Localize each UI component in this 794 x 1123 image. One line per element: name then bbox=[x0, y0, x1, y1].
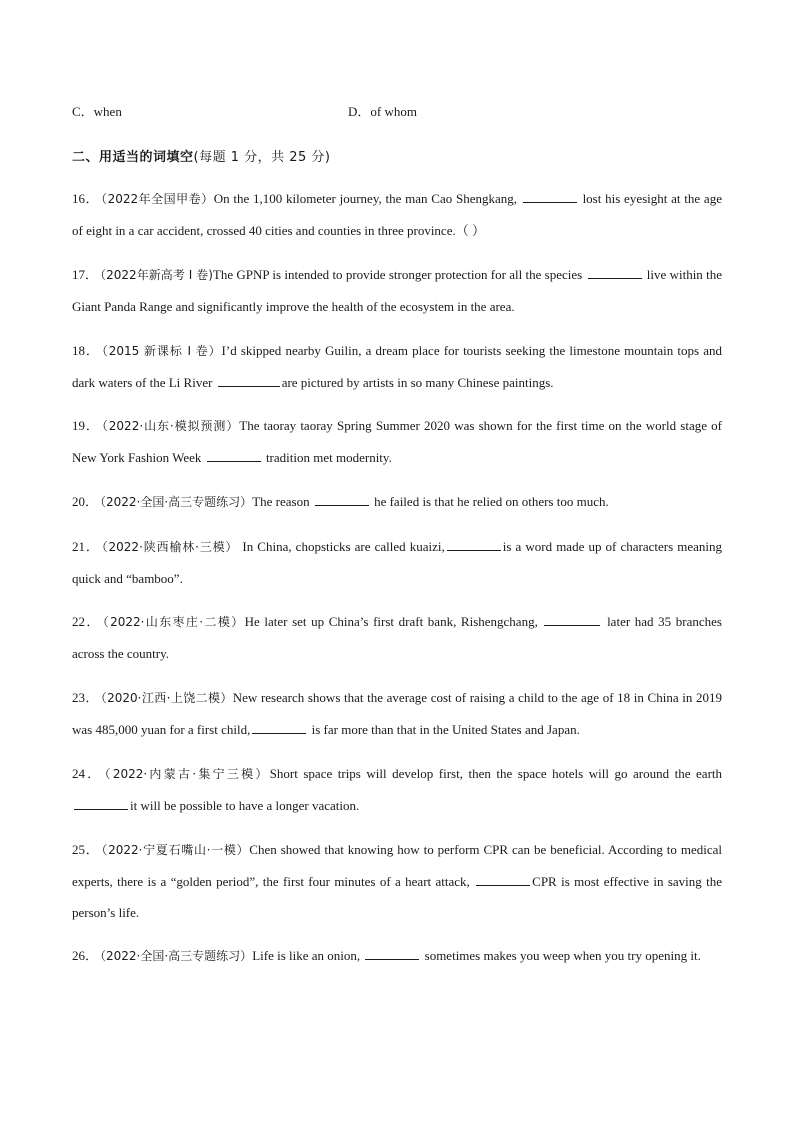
question-number: 20． bbox=[72, 494, 99, 509]
question-source: （2022·山东·模拟预测） bbox=[101, 419, 240, 433]
question-17 bbox=[72, 259, 722, 322]
question-text-before: Chen showed that knowing how to perform CPR can be beneficial. According to medical experts, there is a “golden period”, the first four minutes of a heart attack, bbox=[72, 842, 722, 889]
question-source: （2022·全国·高三专题练习） bbox=[100, 495, 253, 509]
question-source: （2020·江西·上饶二模） bbox=[100, 691, 233, 705]
question-text-after: it will be possible to have a longer vacation. bbox=[130, 798, 360, 813]
question-text-before: The GPNP is intended to provide stronger protection for all the species bbox=[212, 267, 586, 282]
question-number: 25． bbox=[72, 842, 100, 857]
question-source: （2022·宁夏石嘴山·一模） bbox=[101, 843, 250, 857]
question-16 bbox=[72, 183, 722, 246]
question-22 bbox=[72, 606, 722, 669]
question-text-after: lost his eyesight at the age of eight in a car accident, crossed 40 cities and counties in three province.（ ） bbox=[72, 191, 722, 238]
question-text-after: are pictured by artists in so many Chinese paintings. bbox=[281, 375, 554, 390]
answer-blank[interactable] bbox=[207, 448, 261, 462]
question-text-before: The reason bbox=[252, 494, 313, 509]
question-number: 17． bbox=[72, 267, 99, 282]
question-number: 21． bbox=[72, 539, 100, 554]
question-text-after: tradition met modernity. bbox=[262, 450, 392, 465]
answer-blank[interactable] bbox=[476, 872, 530, 886]
answer-blank[interactable] bbox=[315, 492, 369, 506]
answer-blank[interactable] bbox=[218, 373, 280, 387]
answer-blank[interactable] bbox=[252, 720, 306, 734]
question-number: 26． bbox=[72, 948, 99, 963]
question-26 bbox=[72, 940, 722, 972]
section-note: (每题 1 分，共 25 分) bbox=[193, 150, 331, 165]
question-text-after: is far more than that in the United States and Japan. bbox=[308, 722, 580, 737]
question-text-before: Short space trips will develop first, then the space hotels will go around the earth bbox=[269, 766, 723, 781]
question-number: 24． bbox=[72, 766, 103, 781]
question-18 bbox=[72, 335, 722, 398]
answer-blank[interactable] bbox=[365, 946, 419, 960]
section-title: 二、用适当的词填空 bbox=[72, 150, 194, 165]
question-23 bbox=[72, 682, 722, 745]
question-text-after: live within the Giant Panda Range and significantly improve the health of the ecosystem in the area. bbox=[72, 267, 722, 314]
question-text-after: is a word made up of characters meaning quick and “bamboo”. bbox=[72, 539, 722, 586]
answer-blank[interactable] bbox=[447, 537, 501, 551]
question-text-before: He later set up China’s first draft bank, Rishengchang, bbox=[244, 614, 543, 629]
question-text-after: CPR is most effective in saving the person’s life. bbox=[72, 874, 723, 920]
answer-blank[interactable] bbox=[74, 796, 128, 810]
question-text-before: New research shows that the average cost of raising a child to the age of 18 in China in 2019 was 485,000 yuan for a first child, bbox=[72, 690, 722, 737]
question-number: 16． bbox=[72, 191, 100, 206]
question-text-before: The taoray taoray Spring Summer 2020 was shown for the first time on the world stage of New York Fashion Week bbox=[72, 418, 722, 465]
question-text-before: Life is like an onion, bbox=[252, 948, 364, 963]
question-source: （2022·山东枣庄·二模） bbox=[102, 615, 245, 629]
question-text-after: he failed is that he relied on others too much. bbox=[370, 494, 609, 509]
option-d: D．of whom bbox=[348, 104, 417, 119]
question-number: 18． bbox=[72, 343, 100, 358]
section-heading bbox=[72, 146, 331, 165]
question-source: （2022年全国甲卷） bbox=[101, 192, 214, 206]
option-c: C．when bbox=[72, 104, 122, 119]
answer-blank[interactable] bbox=[523, 189, 577, 203]
question-text-after: sometimes makes you weep when you try opening it. bbox=[421, 948, 701, 963]
answer-options-row bbox=[72, 101, 722, 121]
answer-blank[interactable] bbox=[544, 612, 600, 626]
answer-blank[interactable] bbox=[588, 265, 642, 279]
question-text-before: On the 1,100 kilometer journey, the man Cao Shengkang, bbox=[213, 191, 521, 206]
question-number: 22． bbox=[72, 614, 101, 629]
question-21 bbox=[72, 531, 722, 594]
question-source: （2022年新高考 I 卷) bbox=[100, 268, 213, 282]
question-source: （2022·内蒙古·集宁三模） bbox=[104, 767, 270, 781]
question-text-before: In China, chopsticks are called kuaizi, bbox=[238, 539, 445, 554]
question-25 bbox=[72, 834, 722, 928]
question-number: 23． bbox=[72, 690, 99, 705]
question-number: 19． bbox=[72, 418, 100, 433]
question-source: （2022·陕西榆林·三模） bbox=[101, 540, 239, 554]
question-19 bbox=[72, 410, 722, 473]
question-source: （2015 新课标 I 卷） bbox=[101, 344, 222, 358]
question-text-after: later had 35 branches across the country. bbox=[72, 614, 722, 661]
question-source: （2022·全国·高三专题练习） bbox=[100, 949, 253, 963]
question-20 bbox=[72, 486, 722, 518]
question-text-before: I’d skipped nearby Guilin, a dream place for tourists seeking the limestone mountain tops and dark waters of the Li River bbox=[72, 343, 722, 390]
question-24 bbox=[72, 758, 722, 821]
